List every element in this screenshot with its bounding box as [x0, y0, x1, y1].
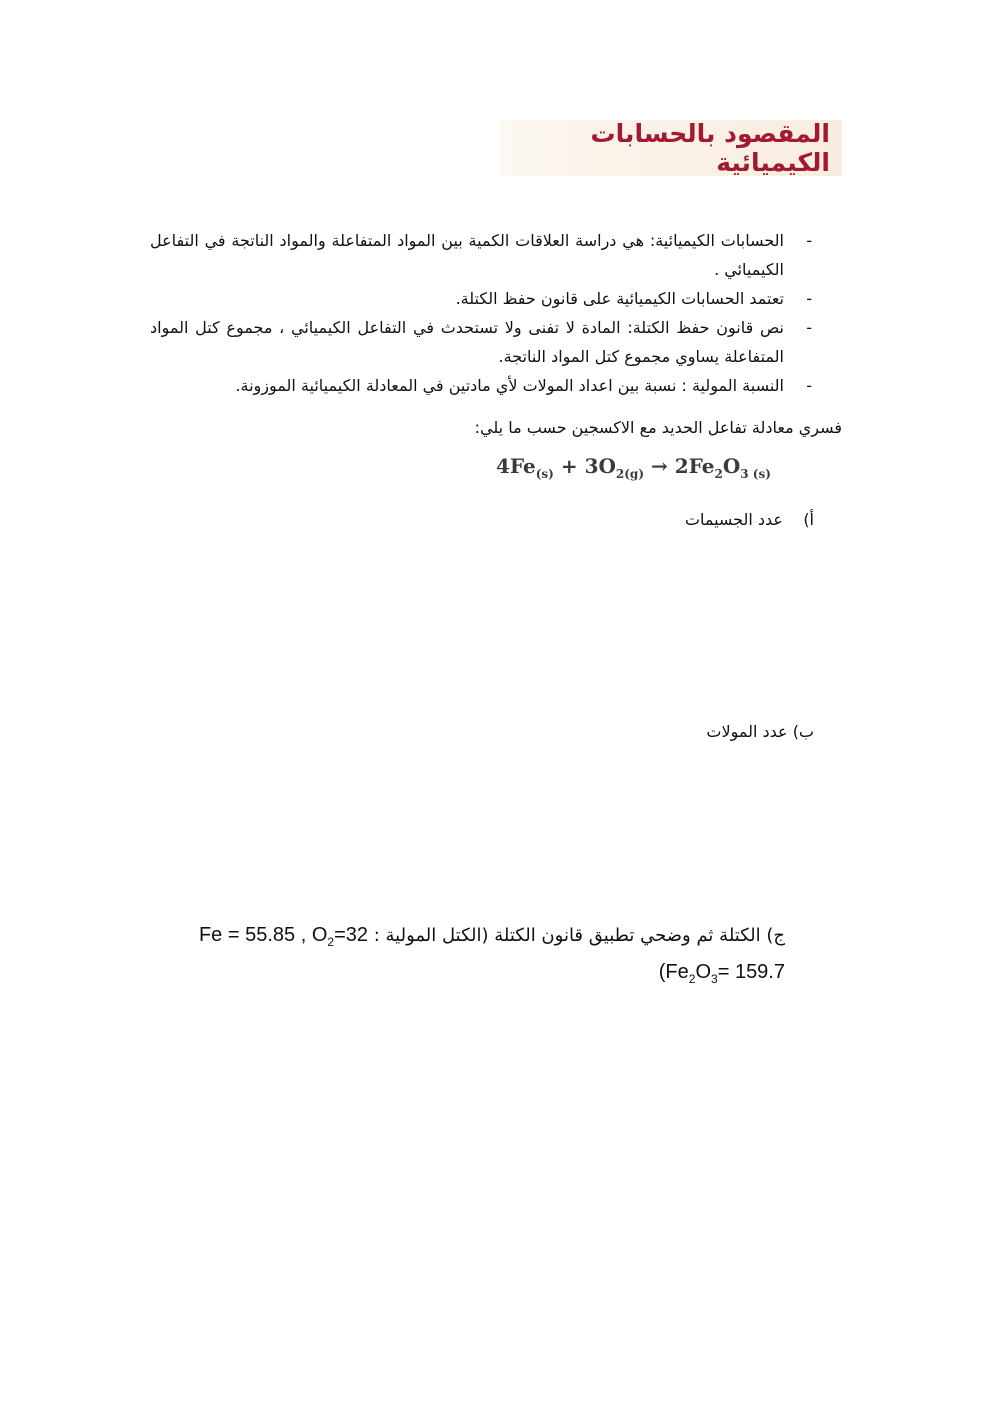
molar-masses-o2-fe: Fe = 55.85 , $O_2=32$: [198, 924, 368, 949]
definition-calculations: الحسابات الكيميائية: هي دراسة العلاقات الكمية بين المواد المتفاعلة والمواد الناتجة في التفاعل الكيميائي .: [150, 231, 784, 279]
section-title-banner: [500, 120, 842, 176]
bullet-dash: -: [806, 289, 812, 308]
list-item: [150, 371, 812, 400]
question-a: [685, 506, 814, 534]
question-b: ب) عدد المولات: [706, 722, 814, 741]
bullet-dash: -: [806, 231, 812, 250]
question-c: [175, 920, 785, 994]
instruction-text: فسري معادلة تفاعل الحديد مع الاكسجين حسب ما يلي:: [474, 418, 842, 437]
definitions-list: [150, 226, 812, 400]
molar-mass-fe2o3: ($Fe_2O_3= 159.7$: [658, 961, 785, 986]
question-a-label: أ): [803, 510, 814, 529]
chemical-equation: $4Fe_{(s)} + 3O_{2(g)} \to 2Fe_2O_{3 (s)}$: [496, 454, 771, 481]
definition-conservation-law: نص قانون حفظ الكتلة: المادة لا تفنى ولا تستحدث في التفاعل الكيميائي ، مجموع كتل المواد المتفاعلة يساوي مجموع كتل المواد الناتجة.: [150, 318, 784, 366]
bullet-dash: -: [806, 376, 812, 395]
list-item: [150, 226, 812, 284]
definition-mole-ratio: النسبة المولية : نسبة بين اعداد المولات لأي مادتين في المعادلة الكيميائية الموزونة.: [235, 376, 784, 395]
list-item: [150, 313, 812, 371]
bullet-dash: -: [806, 318, 812, 337]
definition-basis: تعتمد الحسابات الكيميائية على قانون حفظ الكتلة.: [455, 289, 784, 308]
question-c-text: ج) الكتلة ثم وضحي تطبيق قانون الكتلة (الكتل المولية :: [373, 925, 785, 946]
list-item: [150, 284, 812, 313]
question-a-text: عدد الجسيمات: [684, 510, 783, 529]
section-title: المقصود بالحسابات الكيميائية: [590, 119, 830, 177]
